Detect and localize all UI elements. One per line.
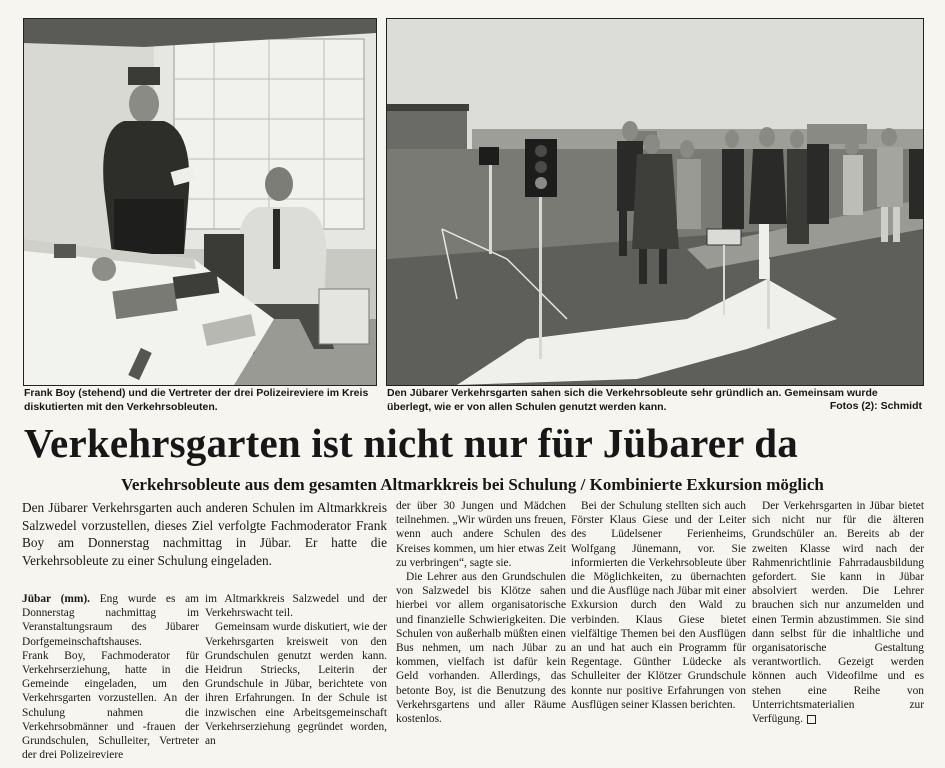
article-column-1 bbox=[22, 592, 199, 762]
article-column-5 bbox=[752, 499, 924, 726]
column-3-paragraph-2: Die Lehrer aus den Grundschulen von Salzwedel bis Klötze sahen hierbei vor allem organisatorische und finanzielle Schwierigkeiten. Die Schulen von außerhalb müßten einen Bus nehmen, um nach Jübar zu kommen, vielfach ist dafür kein Geld vorhanden. Allerdings, das betonte Boy, ist die Benutzung des Verkehrsgartens und aller Räume kostenlos. bbox=[396, 571, 566, 726]
column-5-text: Der Verkehrsgarten in Jübar bietet sich nicht nur für die älteren Grundschüler an. Bereits ab der zweiten Klasse wird nach der Rahmenrichtlinie Fahrradausbildung gefordert. Sie kann in Jübar absolviert werden. Die Lehrer brauchen sich nur anzumelden und einen Termin abzustimmen. Sie sind dann selbst für die inhaltliche und organisatorische Gestaltung verantwortlich. Gezeigt werden können auch Videofilme und es stehen eine Reihe von Unterrichtsmaterialien zur Verfügung. bbox=[752, 500, 924, 726]
article-column-3 bbox=[396, 499, 566, 726]
article-lead: Den Jübarer Verkehrsgarten auch anderen Schulen im Altmarkkreis Salzwedel vorzustellen, dieses Ziel verfolgte Fachmoderator Frank Boy am Donnerstag nachmittag in Jübar. Er hatte die Verkehrsobleute zu einer Schulung eingeladen. bbox=[22, 500, 387, 568]
column-2-paragraph-1: im Altmarkkreis Salzwedel und der Verkehrswacht teil. bbox=[205, 593, 387, 620]
photo-traffic-garden bbox=[386, 18, 924, 386]
photo-meeting-room bbox=[23, 18, 377, 386]
photo-caption-right: Den Jübarer Verkehrsgarten sahen sich die Verkehrsobleute sehr gründlich an. Gemeinsam wurde überlegt, wie er von allen Schulen genutzt werden kann. bbox=[387, 387, 878, 413]
column-2-paragraph-2: Gemeinsam wurde diskutiert, wie der Verkehrsgarten kreisweit von den Grundschulen genutzt werden kann. Heidrun Striecks, Leiterin der Grundschule in Jübar, berichtete von ihren Erfahrungen. In der Schule ist inzwischen eine Arbeitsgemeinschaft Verkehrserziehung gegründet worden, an bbox=[205, 621, 387, 748]
column-4-paragraph-1: Bei der Schulung stellten sich auch Förster Klaus Giese und der Leiter des Lüdelsener Ferienheims, Wolfgang Jünemann, vor. Sie informierten die Verkehrsobleute über die Möglichkeiten, zu übernachten und die Ausflüge nach Jübar mit einer Exkursion durch den Wald zu verbinden. Klaus Giese bietet vielfältige Themen bei den Ausflügen an und hat auch ein Programm für Regentage. Günther Lüdecke als Schulleiter der Klötzer Grundschule konnte nur positive Erfahrungen von Ausflügen seiner Klassen berichten. bbox=[571, 500, 746, 711]
column-5-paragraph-1 bbox=[752, 499, 924, 726]
photo-caption-left: Frank Boy (stehend) und die Vertreter der drei Polizeireviere im Kreis diskutierten mit den Verkehrsobleuten. bbox=[24, 387, 369, 413]
column-3-paragraph-1: der über 30 Jungen und Mädchen teilnehmen. „Wir würden uns freuen, wenn auch andere Schulen des Kreises kommen, um hier etwas Zeit zu verbringen“, sagte sie. bbox=[396, 500, 566, 569]
article-subheadline: Verkehrsobleute aus dem gesamten Altmarkkreis bei Schulung / Kombinierte Exkursion möglich bbox=[121, 475, 824, 494]
article-column-4 bbox=[571, 499, 746, 712]
dateline: Jübar (mm). bbox=[22, 593, 91, 605]
end-of-article-mark bbox=[807, 715, 816, 724]
column-1-text-1: Eng wurde es am Donnerstag nachmittag im Veranstaltungsraum des Jübarer Dorfgemeinschaftshauses. bbox=[22, 593, 199, 648]
article-column-2 bbox=[205, 592, 387, 748]
photo-credit: Fotos (2): Schmidt bbox=[829, 400, 922, 412]
column-1-paragraph-2: Frank Boy, Fachmoderator für Verkehrserziehung, hatte in die Gemeinde eingeladen, um den Verkehrsgarten vorzustellen. An der Schulung nahmen die Verkehrsobmänner und -frauen der Grundschulen, Schulleiter, Vertreter der drei Polizeireviere bbox=[22, 649, 199, 762]
column-1-paragraph-1 bbox=[22, 592, 199, 649]
article-headline: Verkehrsgarten ist nicht nur für Jübarer da bbox=[24, 420, 798, 466]
